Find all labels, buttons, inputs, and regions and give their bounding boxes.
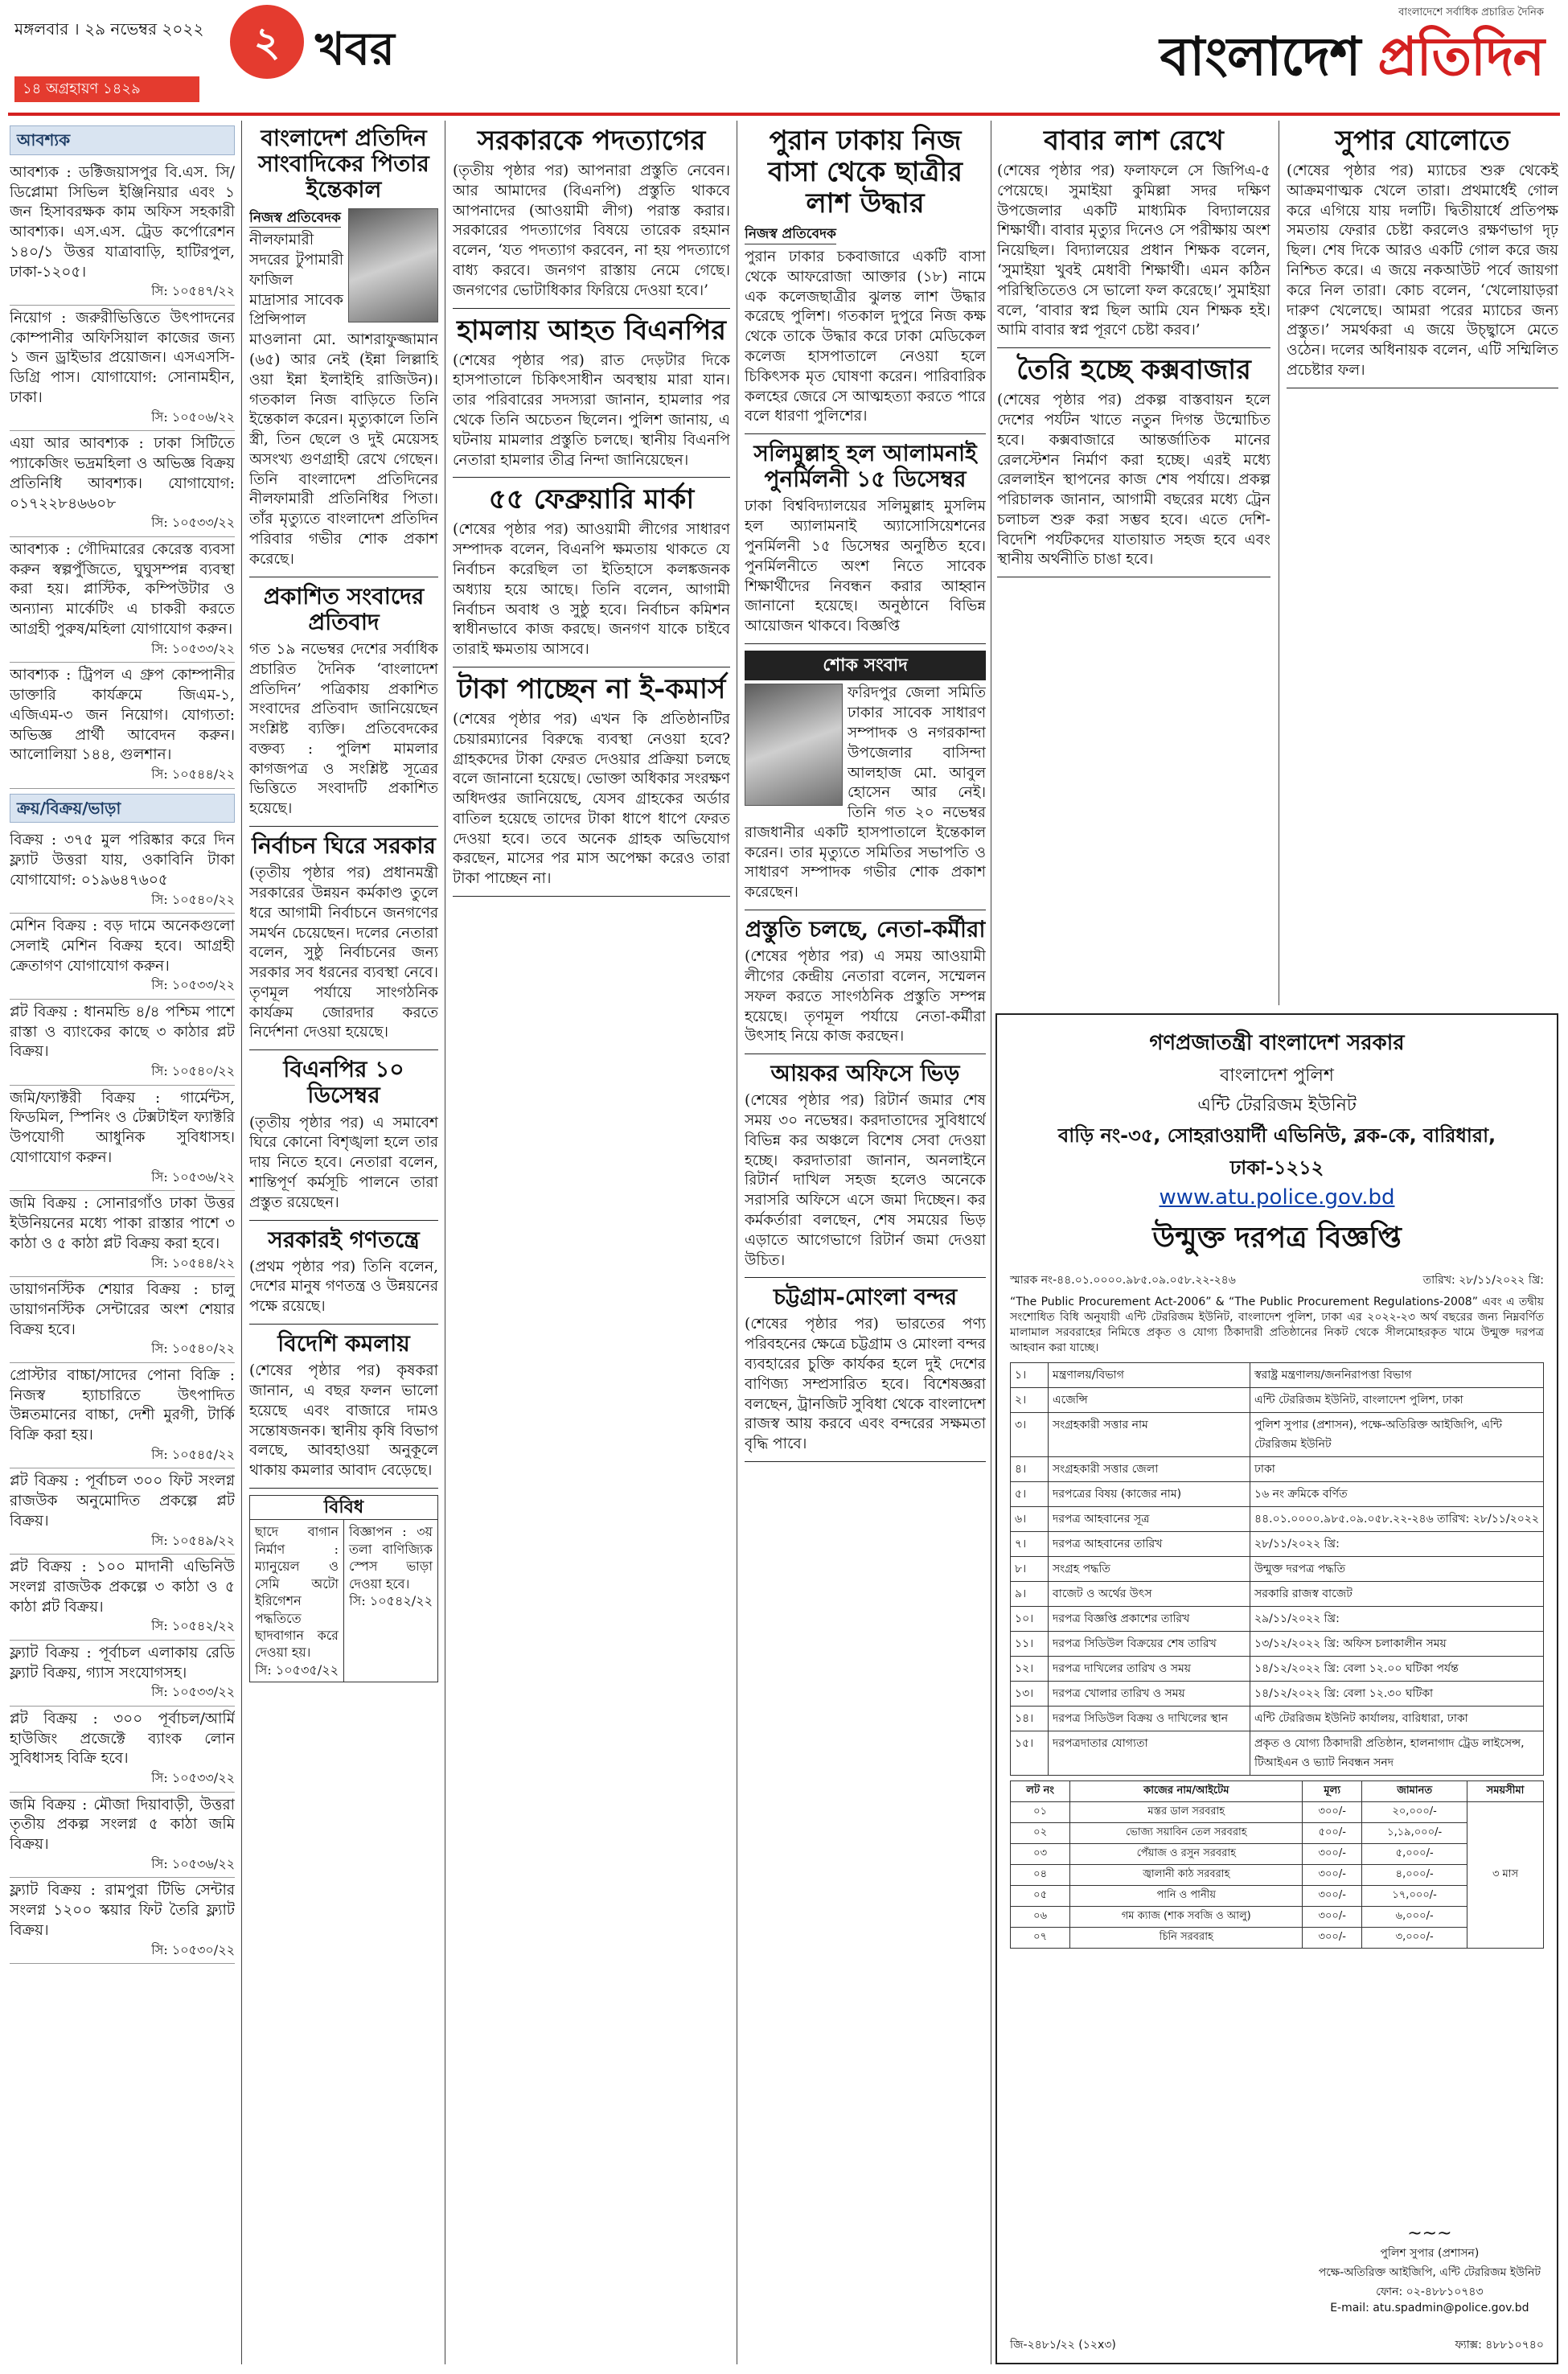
classified-ad	[10, 1363, 235, 1469]
tender-website-link[interactable]: www.atu.police.gov.bd	[1159, 1185, 1395, 1210]
column-2	[249, 121, 438, 2364]
reunion-headline: সলিমুল্লাহ হল আলামনাই পুনর্মিলনী ১৫ ডিসেম্বর	[753, 440, 977, 493]
super-sixteen-body: (শেষের পৃষ্ঠার পর) ম্যাচের শুরু থেকেই আক্রমণাত্মক খেলে তারা। প্রথমার্ধেই গোল করে এগিয়ে যায় দলটি। দ্বিতীয়ার্ধে প্রতিপক্ষ সমতায় ফেরার চেষ্টা করলেও রক্ষণভাগ দৃঢ় ছিল। শেষ দিকে আরও একটি গোল করে জয় নিশ্চিত করে। এ জয়ে নকআউট পর্বে জায়গা করে নিল তারা। কোচ বলেন, ‘খেলোয়াড়রা দারুণ খেলেছে। আমরা পরের ম্যাচের জন্য প্রস্তুত।’ সমর্থকরা এ জয়ে উচ্ছ্বাসে মেতে ওঠেন। দলের অধিনায়ক বলেন, এটি সম্মিলিত প্রচেষ্টার ফল।	[1287, 162, 1558, 379]
lot-security: ২০,০০০/-	[1362, 1801, 1467, 1822]
classified-ad-text: প্লট বিক্রয় : পূর্বাচল ৩০০ ফিট সংলগ্ন রাজউক অনুমোদিত প্রকল্পে প্লট বিক্রয়।	[10, 1472, 235, 1530]
classified-ad-ref: সি: ১০৫৩৩/২২	[151, 1684, 235, 1700]
father-body-body: (শেষের পৃষ্ঠার পর) ফলাফলে সে জিপিএ-৫ পেয়েছে। সুমাইয়া কুমিল্লা সদর দক্ষিণ উপজেলার একটি মাধ্যমিক বিদ্যালয়ের শিক্ষার্থী। বাবার মৃত্যুর দিনেও সে পরীক্ষায় অংশ নিয়েছিল। বিদ্যালয়ের প্রধান শিক্ষক বলেন, ‘সুমাইয়া খুবই মেধাবী শিক্ষার্থী। এমন কঠিন পরিস্থিতিতেও সে ভালো ফল করেছে।’ সুমাইয়া বলে, ‘বাবার স্বপ্ন ছিল আমি যেন শিক্ষক হই। আমি বাবার স্বপ্ন পূরণে চেষ্টা করব।’	[997, 162, 1270, 339]
classified-ad-ref: সি: ১০৫৪৪/২২	[151, 1255, 235, 1271]
classified-ad	[10, 1793, 235, 1879]
tender-row-number: ১।	[1011, 1362, 1049, 1387]
tender-row-number: ৯।	[1011, 1581, 1049, 1606]
tender-row-label: দরপত্র আহবানের সূত্র	[1049, 1506, 1250, 1531]
tender-row-label: দরপত্রের বিষয় (কাজের নাম)	[1049, 1481, 1250, 1506]
tender-notice	[995, 1013, 1558, 2364]
tender-info-row	[1011, 1656, 1544, 1681]
tender-row-number: ৫।	[1011, 1481, 1049, 1506]
column-6	[1287, 121, 1558, 1005]
classified-ad-text: জমি বিক্রয় : মৌজা দিয়াবাড়ী, উত্তরা তৃতীয় প্রকল্প সংলগ্ন ৫ কাঠা জমি বিক্রয়।	[10, 1796, 235, 1854]
lot-number: ০৬	[1011, 1906, 1070, 1927]
lot-number: ০২	[1011, 1822, 1070, 1843]
classified-ad	[10, 1191, 235, 1277]
student-body-found-byline: নিজস্ব প্রতিবেদক	[745, 225, 836, 244]
misc-ads-box	[249, 1495, 438, 1682]
lot-security: ৫,০০০/-	[1362, 1843, 1467, 1864]
tender-ref: জি-২৪৮১/২২ (১২x৩)	[1010, 2339, 1116, 2351]
classified-ad-ref: সি: ১০৫৪০/২২	[151, 1063, 235, 1079]
lot-security: ১,১৯,০০০/-	[1362, 1822, 1467, 1843]
lot-schedule-price: ৫০০/-	[1303, 1822, 1362, 1843]
classified-ad-ref: সি: ১০৫৩৩/২২	[151, 1770, 235, 1786]
misc-ad-text: ছাদে বাগান নির্মাণ : ম্যানুয়েল ও সেমি অটো ইরিগেশন পদ্ধতিতে ছাদবাগান করে দেওয়া হয়।	[255, 1524, 339, 1661]
tender-row-value: ৪৪.০১.০০০০.৯৮৫.০৯.০৫৮.২২-২৪৬ তারিখ: ২৮/১১/২০২২	[1250, 1506, 1544, 1531]
classified-ad-ref: সি: ১০৫৩৩/২২	[151, 515, 235, 531]
logo-tagline: বাংলাদেশে সর্বাধিক প্রচারিত দৈনিক	[1398, 6, 1544, 18]
lot-security: ৪,০০০/-	[1362, 1864, 1467, 1885]
tender-row-label: দরপত্র খোলার তারিখ ও সময়	[1049, 1681, 1250, 1706]
condolence-photo	[745, 684, 843, 806]
classified-ad	[10, 1707, 235, 1793]
classified-ad-text: বিক্রয় : ৩৭৫ মুল পরিষ্কার করে দিন ফ্ল্যাট উত্তরা যায়, ওকাবিনি টাকা যোগাযোগ: ০১৯৬৪৭৬০৫	[10, 832, 235, 889]
tender-row-value: ১৪/১২/২০২২ খ্রি: বেলা ১২.৩০ ঘটিকা	[1250, 1681, 1544, 1706]
preparation-story	[745, 917, 986, 1054]
lot-row	[1011, 1864, 1544, 1885]
obituary-body: নীলফামারী সদরের টুপামারী ফাজিল মাদ্রাসার সাবেক প্রিন্সিপাল মাওলানা মো. আশরাফুজ্জামান (৬৫) আর নেই (ইন্না লিল্লাহি ওয়া ইন্না ইলাইহি রাজিউন)। গতকাল নিজ বাড়িতে তিনি ইন্তেকাল করেন। মৃত্যুকালে তিনি স্ত্রী, তিন ছেলে ও দুই মেয়েসহ অসংখ্য গুণগ্রাহী রেখে গেছেন। তিনি বাংলাদেশ প্রতিদিনের নীলফামারী প্রতিনিধির পিতা। তাঁর মৃত্যুতে বাংলাদেশ প্রতিদিন পরিবার গভীর শোক প্রকাশ করেছে।	[249, 232, 438, 568]
lot-item: পেঁয়াজ ও রসুন সরবরাহ	[1070, 1843, 1303, 1864]
tender-memo-no: স্মারক নং-৪৪.০১.০০০০.৯৮৫.০৯.০৫৮.২২-২৪৬	[1010, 1274, 1236, 1287]
tender-info-row	[1011, 1506, 1544, 1531]
classified-ad	[10, 1641, 235, 1707]
tender-row-value: ১৪/১২/২০২২ খ্রি: বেলা ১২.০০ ঘটিকা পর্যন্ত	[1250, 1656, 1544, 1681]
obituary-headline: বাংলাদেশ প্রতিদিন সাংবাদিকের পিতার ইন্তেকাল	[258, 125, 429, 203]
classified-ad-text: আবশ্যক : ট্রিপল এ গ্রুপ কোম্পানীর ডাক্তারি কার্যক্রমে জিএম-১, এজিএম-৩ জন নিয়োগ। যোগ্যতা: অভিজ্ঞ প্রার্থী আবেদন করুন। আলোলিয়া ১৪৪, গুলশান।	[10, 667, 235, 764]
classified-ad	[10, 431, 235, 537]
lot-column-header: জামানত	[1362, 1780, 1467, 1801]
ecommerce-headline: টাকা পাচ্ছেন না ই-কমার্স	[457, 672, 726, 705]
classified-ad-text: ফ্ল্যাট বিক্রয় : রামপুরা টিভি সেন্টার সংলগ্ন ১২০০ স্কয়ার ফিট তৈরি ফ্ল্যাট বিক্রয়।	[10, 1882, 235, 1940]
classified-ad-ref: সি: ১০৫৩৩/২২	[151, 640, 235, 656]
lot-row	[1011, 1927, 1544, 1948]
tender-phone: ফোন: ০২-৪৮৮১০৭৪৩	[1376, 2286, 1484, 2298]
tender-row-value: স্বরাষ্ট্র মন্ত্রণালয়/জননিরাপত্তা বিভাগ	[1250, 1362, 1544, 1387]
classified-list-wanted	[10, 160, 235, 789]
reunion-body: ঢাকা বিশ্ববিদ্যালয়ের সলিমুল্লাহ মুসলিম হল অ্যালামনাই অ্যাসোসিয়েশনের পুনর্মিলনী ১৫ ডিসেম্বর অনুষ্ঠিত হবে। পুনর্মিলনীতে অংশ নিতে সাবেক শিক্ষার্থীদের নিবন্ধন করার আহ্বান জানানো হয়েছে। অনুষ্ঠানে বিভিন্ন আয়োজন থাকবে। বিজ্ঞপ্তি	[745, 498, 986, 635]
classified-heading-sale: ক্রয়/বিক্রয়/ভাড়া	[10, 794, 235, 824]
democracy-body: (প্রথম পৃষ্ঠার পর) তিনি বলেন, দেশের মানুষ গণতন্ত্র ও উন্নয়নের পক্ষে রয়েছে।	[249, 1258, 438, 1316]
lot-row	[1011, 1822, 1544, 1843]
header-rule	[8, 113, 1560, 116]
tender-row-value: এন্টি টেররিজম ইউনিট, বাংলাদেশ পুলিশ, ঢাকা	[1250, 1387, 1544, 1412]
classified-ad	[10, 1468, 235, 1555]
column-4	[745, 121, 986, 2364]
february-headline: ৫৫ ফেব্রুয়ারি মার্কা	[488, 483, 695, 516]
classifieds-column	[10, 121, 235, 2364]
classified-ad	[10, 306, 235, 431]
classified-ad-ref: সি: ১০৫৪৪/২২	[151, 766, 235, 782]
lot-row	[1011, 1906, 1544, 1927]
resignation-story	[453, 125, 730, 309]
misc-ad-ref: সি: ১০৫৩৫/২২	[255, 1661, 339, 1678]
tender-row-number: ১৪।	[1011, 1706, 1049, 1731]
lot-schedule-price: ৩০০/-	[1303, 1843, 1362, 1864]
super-sixteen-story	[1287, 125, 1558, 388]
lot-column-header: লট নং	[1011, 1780, 1070, 1801]
misc-ads-grid	[250, 1520, 437, 1682]
preparation-headline: প্রস্তুতি চলছে, নেতা-কর্মীরা	[745, 915, 986, 943]
resignation-body: (তৃতীয় পৃষ্ঠার পর) আপনারা প্রস্তুতি নেবেন। আর আমাদের (বিএনপি) প্রস্তুতি থাকবে আপনাদের (আওয়ামী লীগ) পরাস্ত করার। সরকারের পদত্যাগের বিষয়ে তারেক রহমান বলেন, ‘যত পদত্যাগ করবেন, না হয় পদত্যাগে বাধ্য করবে। জনগণ রাস্তায় নেমে গেছে। জনগণের ভোটাধিকার ফিরিয়ে দেওয়া হবে।’	[453, 162, 730, 299]
tender-info-row	[1011, 1481, 1544, 1506]
classified-ad-text: ফ্ল্যাট বিক্রয় : পূর্বাচল এলাকায় রেডি ফ্ল্যাট বিক্রয়, গ্যাস সংযোগসহ।	[10, 1644, 235, 1682]
tender-row-label: মন্ত্রণালয়/বিভাগ	[1049, 1362, 1250, 1387]
logo-text-accent: প্রতিদিন	[1377, 26, 1544, 88]
lot-column-header: কাজের নাম/আইটেম	[1070, 1780, 1303, 1801]
ecommerce-body: (শেষের পৃষ্ঠার পর) এখন কি প্রতিষ্ঠানটির চেয়ারম্যানের বিরুদ্ধে ব্যবস্থা নেওয়া হবে? গ্রাহকদের টাকা ফেরত দেওয়ার প্রক্রিয়া চলছে বলে জানানো হয়েছে। ভোক্তা অধিকার সংরক্ষণ অধিদপ্তর জানিয়েছে, যেসব গ্রাহকের অর্ডার বাতিল হয়েছে তাদের টাকা ধাপে ধাপে ফেরত দেওয়া হবে। তবে অনেক গ্রাহক অভিযোগ করছেন, মাসের পর মাস অপেক্ষা করেও তারা টাকা পাচ্ছেন না।	[453, 711, 730, 888]
bnp-story	[249, 1057, 438, 1220]
portrait-photo	[348, 208, 438, 322]
tender-row-number: ৩।	[1011, 1412, 1049, 1456]
column-divider	[241, 121, 242, 2364]
classified-ad	[10, 537, 235, 663]
tender-row-value: ২৮/১১/২০২২ খ্রি:	[1250, 1531, 1544, 1556]
democracy-story	[249, 1227, 438, 1325]
tender-row-number: ১৩।	[1011, 1681, 1049, 1706]
tender-info-row	[1011, 1531, 1544, 1556]
tender-signer: পুলিশ সুপার (প্রশাসন)	[1380, 2247, 1480, 2260]
tender-info-table	[1010, 1362, 1544, 1776]
port-story	[745, 1284, 986, 1462]
section-title: খবর	[315, 23, 395, 76]
coxsbazar-story	[997, 355, 1270, 577]
misc-ad-text: বিজ্ঞাপন : ৩য় তলা বাণিজ্যিক স্পেস ভাড়া দেওয়া হবে।	[349, 1524, 433, 1592]
tender-row-number: ৪।	[1011, 1456, 1049, 1481]
tender-info-row	[1011, 1731, 1544, 1775]
election-headline: নির্বাচন ঘিরে সরকার	[252, 832, 436, 860]
page-number-badge: ২	[230, 5, 304, 79]
tax-office-body: (শেষের পৃষ্ঠার পর) রিটার্ন জমার শেষ সময় ৩০ নভেম্বর। করদাতাদের সুবিধার্থে বিভিন্ন কর অঞ্চলে বিশেষ সেবা দেওয়া হচ্ছে। করদাতারা জানান, অনলাইনে রিটার্ন দাখিল সহজ হলেও অনেকে সরাসরি অফিসে এসে জমা দিচ্ছেন। কর কর্মকর্তারা বলছেন, শেষ সময়ের ভিড় এড়াতে আগেভাগে রিটার্ন জমা দেওয়া উচিত।	[745, 1092, 986, 1269]
lot-duration: ৩ মাস	[1467, 1801, 1544, 1948]
column-5	[997, 121, 1270, 1005]
classified-ad-text: প্লট বিক্রয় : ধানমন্ডি ৪/৪ পশ্চিম পাশে রাস্তা ও ব্যাংকের কাছে ৩ কাঠার প্লট বিক্রয়।	[10, 1003, 235, 1061]
obituary-story	[249, 125, 438, 577]
tender-info-row	[1011, 1362, 1544, 1387]
tender-row-number: ৮।	[1011, 1556, 1049, 1581]
lot-schedule-price: ৩০০/-	[1303, 1906, 1362, 1927]
tender-org: গণপ্রজাতন্ত্রী বাংলাদেশ সরকার	[1149, 1031, 1405, 1055]
lot-security: ৩,০০০/-	[1362, 1927, 1467, 1948]
lot-schedule-price: ৩০০/-	[1303, 1927, 1362, 1948]
classified-ad-text: এয়া আর আবশ্যক : ঢাকা সিটিতে প্যাকেজিং ভদ্রমহিলা ও অভিজ্ঞ বিক্রয় প্রতিনিধি আবশ্যক। যোগাযোগ: ০১৭২২৮৪৬৬০৮	[10, 435, 235, 512]
lot-number: ০৩	[1011, 1843, 1070, 1864]
classified-list-sale	[10, 828, 235, 1964]
misc-ad-ref: সি: ১০৫৪২/২২	[349, 1593, 433, 1609]
lot-item: গম ক্যাজ (শাক সবজি ও আলু)	[1070, 1906, 1303, 1927]
preparation-body: (শেষের পৃষ্ঠার পর) এ সময় আওয়ামী লীগের কেন্দ্রীয় নেতারা বলেন, সম্মেলন সফল করতে সাংগঠনিক প্রস্তুতি সম্পন্ন হয়েছে। তৃণমূল পর্যায়ে নেতা-কর্মীরা উৎসাহ নিয়ে কাজ করছেন।	[745, 948, 986, 1045]
tender-info-row	[1011, 1706, 1544, 1731]
lot-column-header: সময়সীমা	[1467, 1780, 1544, 1801]
lot-schedule-price: ৩০০/-	[1303, 1801, 1362, 1822]
classified-heading-wanted: আবশ্যক	[10, 125, 235, 155]
tender-row-number: ১০।	[1011, 1606, 1049, 1631]
tender-row-value: ঢাকা	[1250, 1456, 1544, 1481]
classified-ad-ref: সি: ১০৫৩৬/২২	[151, 1169, 235, 1185]
tender-row-label: সংগ্রহকারী সত্তার নাম	[1049, 1412, 1250, 1456]
tender-email: E-mail: atu.spadmin@police.gov.bd	[1330, 2302, 1529, 2314]
tender-fax: ফ্যাক্স: ৪৮৮১০৭৪০	[1455, 2339, 1544, 2351]
tender-row-number: ১১।	[1011, 1631, 1049, 1656]
misc-ad	[344, 1520, 437, 1682]
student-body-found-headline: পুরান ঢাকায় নিজ বাসা থেকে ছাত্রীর লাশ উদ্ধার	[768, 125, 963, 220]
protest-headline: প্রকাশিত সংবাদের প্রতিবাদ	[263, 582, 425, 635]
classified-ad	[10, 828, 235, 914]
classified-ad-ref: সি: ১০৫৪০/২২	[151, 891, 235, 907]
classified-ad	[10, 1000, 235, 1086]
classified-ad-ref: সি: ১০৫৩৩/২২	[151, 977, 235, 993]
tender-row-value: ২৯/১১/২০২২ খ্রি:	[1250, 1606, 1544, 1631]
lot-schedule-price: ৩০০/-	[1303, 1864, 1362, 1885]
tax-office-story	[745, 1061, 986, 1278]
tender-row-value: ১৬ নং ক্রমিকে বর্ণিত	[1250, 1481, 1544, 1506]
ecommerce-story	[453, 674, 730, 897]
father-body-headline: বাবার লাশ রেখে	[1044, 125, 1224, 157]
condolence-heading: শোক সংবাদ	[745, 651, 986, 680]
tender-dept: বাংলাদেশ পুলিশ	[1220, 1066, 1334, 1086]
bnp-headline: বিএনপির ১০ ডিসেম্বর	[283, 1056, 404, 1109]
publication-date: মঙ্গলবার । ২৯ নভেম্বর ২০২২	[14, 19, 204, 39]
classified-ad-text: আবশ্যক : ডক্টিজয়াসপুর বি.এস. সি/ডিপ্লোমা সিভিল ইঞ্জিনিয়ার এবং ১ জন হিসাবরক্ষক কাম অফিস সহকারী আবশ্যক। এস.এস. ট্রেড কর্পোরেশন ১৪০/১ উত্তর যাত্রাবাড়ি, হাটিরপুল, ঢাকা-১২০৫।	[10, 163, 235, 281]
tender-row-label: দরপত্র আহবানের তারিখ	[1049, 1531, 1250, 1556]
classified-ad-text: জমি/ফ্যাক্টরী বিক্রয় : গার্মেন্টস, ফিডমিল, স্পিনিং ও টেক্সটাইল ফ্যাক্টরি উপযোগী আধুনিক সুবিধাসহ। যোগাযোগ করুন।	[10, 1089, 235, 1166]
tender-row-label: দরপত্র বিজ্ঞপ্তি প্রকাশের তারিখ	[1049, 1606, 1250, 1631]
tender-info-row	[1011, 1412, 1544, 1456]
reunion-story	[745, 441, 986, 644]
tender-lot-table	[1010, 1780, 1544, 1949]
tender-signer-unit: পক্ষে-অতিরিক্ত আইজিপি, এন্টি টেররিজম ইউনিট	[1318, 2266, 1541, 2279]
tender-title: উন্মুক্ত দরপত্র বিজ্ঞপ্তি	[1152, 1222, 1402, 1255]
bangla-date: ১৪ অগ্রহায়ণ ১৪২৯	[14, 76, 199, 102]
tender-row-number: ১২।	[1011, 1656, 1049, 1681]
tender-memo-line	[1010, 1271, 1544, 1290]
attack-story	[453, 315, 730, 478]
classified-ad	[10, 1878, 235, 1964]
student-body-found-story	[745, 125, 986, 434]
election-body: (তৃতীয় পৃষ্ঠার পর) প্রধানমন্ত্রী সরকারের উন্নয়ন কর্মকাণ্ড তুলে ধরে আগামী নির্বাচনে জনগণের সমর্থন চেয়েছেন। দলের নেতারা বলেন, সুষ্ঠু নির্বাচনের জন্য সরকার সব ধরনের ব্যবস্থা নেবে। তৃণমূল পর্যায়ে সাংগঠনিক কার্যক্রম জোরদার করতে নির্দেশনা দেওয়া হয়েছে।	[249, 865, 438, 1041]
resignation-headline: সরকারকে পদত্যাগের	[477, 125, 706, 157]
tender-row-label: সংগ্রহকারী সত্তার জেলা	[1049, 1456, 1250, 1481]
column-3	[453, 121, 730, 2364]
tender-row-value: সরকারি রাজস্ব বাজেট	[1250, 1581, 1544, 1606]
lot-item: জ্বালানী কাঠ সরবরাহ	[1070, 1864, 1303, 1885]
classified-ad-ref: সি: ১০৫৪৫/২২	[151, 1446, 235, 1462]
classified-ad-text: নিয়োগ : জরুরীভিত্তিতে উৎপাদনের কোম্পানীর অফিসিয়াল কাজের জন্য ১ জন ড্রাইভার প্রয়োজন। এসএসসি-ডিগ্রি পাস। যোগাযোগ: সোনামহীন, ঢাকা।	[10, 309, 235, 407]
classified-ad	[10, 663, 235, 788]
classified-ad	[10, 1086, 235, 1192]
tender-row-value: ১৩/১২/২০২২ খ্রি: অফিস চলাকালীন সময়	[1250, 1631, 1544, 1656]
tender-row-value: এন্টি টেররিজম ইউনিট কার্যালয়, বারিধারা, ঢাকা	[1250, 1706, 1544, 1731]
tender-info-row	[1011, 1606, 1544, 1631]
lot-number: ০৫	[1011, 1885, 1070, 1906]
lot-security: ৬,০০০/-	[1362, 1906, 1467, 1927]
tender-row-number: ১৫।	[1011, 1731, 1049, 1775]
lot-column-header: মূল্য	[1303, 1780, 1362, 1801]
classified-ad-text: ডায়াগনস্টিক শেয়ার বিক্রয় : চালু ডায়াগনস্টিক সেন্টারের অংশ শেয়ার বিক্রয় হবে।	[10, 1281, 235, 1338]
orange-body: (শেষের পৃষ্ঠার পর) কৃষকরা জানান, এ বছর ফলন ভালো হয়েছে এবং বাজারে দামও সন্তোষজনক। স্থানীয় কৃষি বিভাগ বলছে, আবহাওয়া অনুকূলে থাকায় কমলার আবাদ বেড়েছে।	[249, 1362, 438, 1480]
father-body-story	[997, 125, 1270, 348]
attack-headline: হামলায় আহত বিএনপির	[457, 314, 726, 347]
masthead	[0, 0, 1568, 141]
classified-ad-text: প্লট বিক্রয় : ১০০ মাদানী এভিনিউ সংলগ্ন রাজউক প্রকল্পে ৩ কাঠা ও ৫ কাঠা প্লট বিক্রয়।	[10, 1559, 235, 1616]
classified-ad-ref: সি: ১০৫০৬/২২	[151, 409, 235, 425]
february-story	[453, 484, 730, 667]
classified-ad	[10, 1277, 235, 1363]
misc-ads-heading: বিবিধ	[250, 1496, 437, 1520]
tender-row-label: এজেন্সি	[1049, 1387, 1250, 1412]
tender-info-row	[1011, 1681, 1544, 1706]
protest-story	[249, 584, 438, 827]
bnp-body: (তৃতীয় পৃষ্ঠার পর) এ সমাবেশ ঘিরে কোনো বিশৃঙ্খলা হলে তার দায় নিতে হবে। নেতারা বলেন, শান্তিপূর্ণ কর্মসূচি পালনে তারা প্রস্তুত রয়েছেন।	[249, 1114, 438, 1211]
tender-row-number: ২।	[1011, 1387, 1049, 1412]
lot-number: ০৪	[1011, 1864, 1070, 1885]
orange-headline: বিদেশি কমলায়	[277, 1330, 410, 1357]
classified-ad-text: প্রোস্টার বাচ্চা/সাদের পোনা বিক্রি : নিজস্ব হ্যাচারিতে উৎপাদিত উন্নতমানের বাচ্চা, দেশী মুরগী, টার্কি বিক্রি করা হয়।	[10, 1366, 235, 1444]
classified-ad-text: প্লট বিক্রয় : ৩০০ পূর্বাচল/আর্মি হাউজিং প্রজেক্টে ব্যাংক লোন সুবিধাসহ বিক্রি হবে।	[10, 1710, 235, 1768]
tender-row-value: পুলিশ সুপার (প্রশাসন), পক্ষে-অতিরিক্ত আইজিপি, এন্টি টেররিজম ইউনিট	[1250, 1412, 1544, 1456]
condolence-body: ফরিদপুর জেলা সমিতি ঢাকার সাবেক সাধারণ সম্পাদক ও নগরকান্দা উপজেলার বাসিন্দা আলহাজ মো. আবুল হোসেন আর নেই। তিনি গত ২০ নভেম্বর রাজধানীর একটি হাসপাতালে ইন্তেকাল করেন। তার মৃত্যুতে সমিতির সভাপতি ও সাধারণ সম্পাদক গভীর শোক প্রকাশ করেছেন।	[745, 684, 986, 902]
tender-unit: এন্টি টেররিজম ইউনিট	[1197, 1095, 1357, 1115]
classified-ad-ref: সি: ১০৫৪২/২২	[151, 1618, 235, 1634]
tender-info-row	[1011, 1631, 1544, 1656]
obituary-byline: নিজস্ব প্রতিবেদক	[249, 209, 341, 228]
tender-info-row	[1011, 1556, 1544, 1581]
tender-row-label: দরপত্রদাতার যোগ্যতা	[1049, 1731, 1250, 1775]
tender-row-number: ৬।	[1011, 1506, 1049, 1531]
lot-schedule-price: ৩০০/-	[1303, 1885, 1362, 1906]
super-sixteen-headline: সুপার যোলোতে	[1335, 125, 1510, 157]
lot-number: ০৭	[1011, 1927, 1070, 1948]
classified-ad-text: জমি বিক্রয় : সোনারগাঁও ঢাকা উত্তর ইউনিয়নের মধ্যে পাকা রাস্তার পাশে ৩ কাঠা ও ৫ কাঠা প্লট বিক্রয় করা হবে।	[10, 1195, 235, 1252]
coxsbazar-body: (শেষের পৃষ্ঠার পর) প্রকল্প বাস্তবায়ন হলে দেশের পর্যটন খাতে নতুন দিগন্ত উন্মোচিত হবে। কক্সবাজারে আন্তর্জাতিক মানের রেলস্টেশন নির্মাণ করা হচ্ছে। এরই মধ্যে রেললাইন স্থাপনের কাজ শেষ পর্যায়ে। প্রকল্প পরিচালক জানান, আগামী বছরের মধ্যে ট্রেন চলাচল শুরু করা সম্ভব হবে। এতে দেশি-বিদেশি পর্যটকদের যাতায়াত সহজ হবে এবং স্থানীয় অর্থনীতি চাঙা হবে।	[997, 392, 1270, 569]
tender-row-label: সংগ্রহ পদ্ধতি	[1049, 1556, 1250, 1581]
lot-row	[1011, 1801, 1544, 1822]
classified-ad-ref: সি: ১০৫৪৭/২২	[151, 283, 235, 299]
coxsbazar-headline: তৈরি হচ্ছে কক্সবাজার	[1016, 354, 1251, 387]
lot-item: চিনি সরবরাহ	[1070, 1927, 1303, 1948]
lot-item: ভোজ্য সয়াবিন তেল সরবরাহ	[1070, 1822, 1303, 1843]
tender-row-label: দরপত্র সিডিউল বিক্রয় ও দাখিলের স্থান	[1049, 1706, 1250, 1731]
protest-body: গত ১৯ নভেম্বর দেশের সর্বাধিক প্রচারিত দৈনিক ‘বাংলাদেশ প্রতিদিন’ পত্রিকায় প্রকাশিত সংবাদের প্রতিবাদ জানিয়েছেন সংশ্লিষ্ট ব্যক্তি। প্রতিবেদকের বক্তব্য : পুলিশ মামলার কাগজপত্র ও সংশ্লিষ্ট সূত্রের ভিত্তিতে সংবাদটি প্রকাশিত হয়েছে।	[249, 640, 438, 818]
tender-row-value: উন্মুক্ত দরপত্র পদ্ধতি	[1250, 1556, 1544, 1581]
tender-row-label: দরপত্র দাখিলের তারিখ ও সময়	[1049, 1656, 1250, 1681]
tender-info-row	[1011, 1581, 1544, 1606]
tender-row-number: ৭।	[1011, 1531, 1049, 1556]
lot-security: ১৭,০০০/-	[1362, 1885, 1467, 1906]
tender-row-label: দরপত্র সিডিউল বিক্রয়ের শেষ তারিখ	[1049, 1631, 1250, 1656]
classified-ad-ref: সি: ১০৫৩৬/২২	[151, 1856, 235, 1872]
classified-ad	[10, 160, 235, 306]
newspaper-logo	[1160, 16, 1544, 105]
tender-row-label: বাজেট ও অর্থের উৎস	[1049, 1581, 1250, 1606]
tender-info-row	[1011, 1387, 1544, 1412]
tender-signature-block: ~~~ পুলিশ সুপার (প্রশাসন) পক্ষে-অতিরিক্ত আইজিপি, এন্টি টেররিজম ইউনিট ফোন: ০২-৪৮৮১০৭৪৩ E-mail: atu.spadmin@police.gov.bd	[1318, 2224, 1541, 2314]
tax-office-headline: আয়কর অফিসে ভিড়	[770, 1060, 960, 1087]
lot-row	[1011, 1843, 1544, 1864]
lot-row	[1011, 1885, 1544, 1906]
tender-footer	[1010, 2335, 1544, 2355]
condolence-story	[745, 651, 986, 910]
classified-ad-ref: সি: ১০৫৪৯/২২	[151, 1532, 235, 1548]
logo-text-main: বাংলাদেশ	[1160, 26, 1378, 88]
tender-address: বাড়ি নং-৩৫, সোহরাওয়ার্দী এভিনিউ, ব্লক-কে, বারিধারা, ঢাকা-১২১২	[1057, 1124, 1496, 1179]
classified-ad-text: আবশ্যক : গৌদিমারের কেরেস্ত ব্যবসা করুন স্বল্পপুঁজিতে, ঘুঘুসম্পন্ন ব্যবস্থা করা হয়। প্লাস্টিক, কম্পিউটার ও অন্যান্য মার্কেটিং এ চাকরী করতে আগ্রহী পুরুষ/মহিলা যোগাযোগ করুন।	[10, 540, 235, 638]
february-body: (শেষের পৃষ্ঠার পর) আওয়ামী লীগের সাধারণ সম্পাদক বলেন, বিএনপি ক্ষমতায় থাকতে যে নির্বাচন করেছিল তা ইতিহাসে কলঙ্কজনক অধ্যায় হয়ে আছে। তিনি বলেন, আগামী নির্বাচন অবাধ ও সুষ্ঠু হবে। নির্বাচন কমিশন স্বাধীনভাবে কাজ করছে। জনগণ যাকে চাইবে তারাই ক্ষমতায় আসবে।	[453, 521, 730, 659]
lot-item: মস্তর ডাল সরবরাহ	[1070, 1801, 1303, 1822]
lot-number: ০১	[1011, 1801, 1070, 1822]
classified-ad-ref: সি: ১০৫৩০/২২	[151, 1941, 235, 1957]
tender-info-row	[1011, 1456, 1544, 1481]
port-body: (শেষের পৃষ্ঠার পর) ভারতের পণ্য পরিবহনের ক্ষেত্রে চট্টগ্রাম ও মোংলা বন্দর ব্যবহারের চুক্তি কার্যকর হলে দুই দেশের বাণিজ্য সম্প্রসারিত হবে। বিশেষজ্ঞরা বলছেন, ট্রানজিট সুবিধা থেকে বাংলাদেশ রাজস্ব আয় করবে এবং বন্দরের সক্ষমতা বৃদ্ধি পাবে।	[745, 1316, 986, 1453]
tender-memo-date: তারিখ: ২৮/১১/২০২২ খ্রি:	[1422, 1274, 1544, 1287]
tender-row-value: প্রকৃত ও যোগ্য ঠিকাদারী প্রতিষ্ঠান, হালনাগাদ ট্রেড লাইসেন্স, টিআইএন ও ভ্যাট নিবন্ধন সনদ	[1250, 1731, 1544, 1775]
classified-ad-text: মেশিন বিক্রয় : বড় দামে অনেকগুলো সেলাই মেশিন বিক্রয় হবে। আগ্রহী ক্রেতাগণ যোগাযোগ করুন।	[10, 918, 235, 975]
tender-intro: “The Public Procurement Act-2006” & “The Public Procurement Regulations-2008” এবং এ তদ্বীয় সংশোধিত বিধি অনুযায়ী এন্টি টেররিজম ইউনিট, বাংলাদেশ পুলিশ, ঢাকা এর ২০২২-২৩ অর্থ বছরের জন্য নিম্নবর্ণিত মালামাল সরবরাহের নিমিত্তে প্রকৃত ও যোগ্য ঠিকাদারী প্রতিষ্ঠানের নিকট থেকে সীলমোহরকৃত খামে উন্মুক্ত দরপত্র আহবান করা যাচ্ছে।	[1010, 1296, 1544, 1354]
lot-item: পানি ও পানীয়	[1070, 1885, 1303, 1906]
classified-ad	[10, 1555, 235, 1641]
classified-ad	[10, 914, 235, 1000]
port-headline: চট্টগ্রাম-মোংলা বন্দর	[773, 1284, 958, 1311]
democracy-headline: সরকারই গণতন্ত্রে	[268, 1226, 420, 1253]
orange-story	[249, 1331, 438, 1489]
attack-body: (শেষের পৃষ্ঠার পর) রাত দেড়টার দিকে হাসপাতালে চিকিৎসাধীন অবস্থায় মারা যান। তার পরিবারের সদস্যরা জানান, হামলার পর থেকে তিনি অচেতন ছিলেন। পুলিশ জানায়, এ ঘটনায় মামলার প্রস্তুতি চলছে। স্থানীয় বিএনপি নেতারা হামলার তীব্র নিন্দা জানিয়েছেন।	[453, 351, 730, 469]
misc-ad	[250, 1520, 344, 1682]
student-body-found-body: পুরান ঢাকার চকবাজারে একটি বাসা থেকে আফরোজা আক্তার (১৮) নামে এক কলেজছাত্রীর ঝুলন্ত লাশ উদ্ধার করেছে পুলিশ। গতকাল দুপুরে নিজ কক্ষ থেকে তাকে উদ্ধার করে ঢাকা মেডিকেল কলেজ হাসপাতালে নেওয়া হলে চিকিৎসক মৃত ঘোষণা করেন। পারিবারিক কলহের জেরে সে আত্মহত্যা করতে পারে বলে ধারণা পুলিশের।	[745, 248, 986, 425]
classified-ad-ref: সি: ১০৫৪০/২২	[151, 1341, 235, 1357]
election-story	[249, 833, 438, 1050]
